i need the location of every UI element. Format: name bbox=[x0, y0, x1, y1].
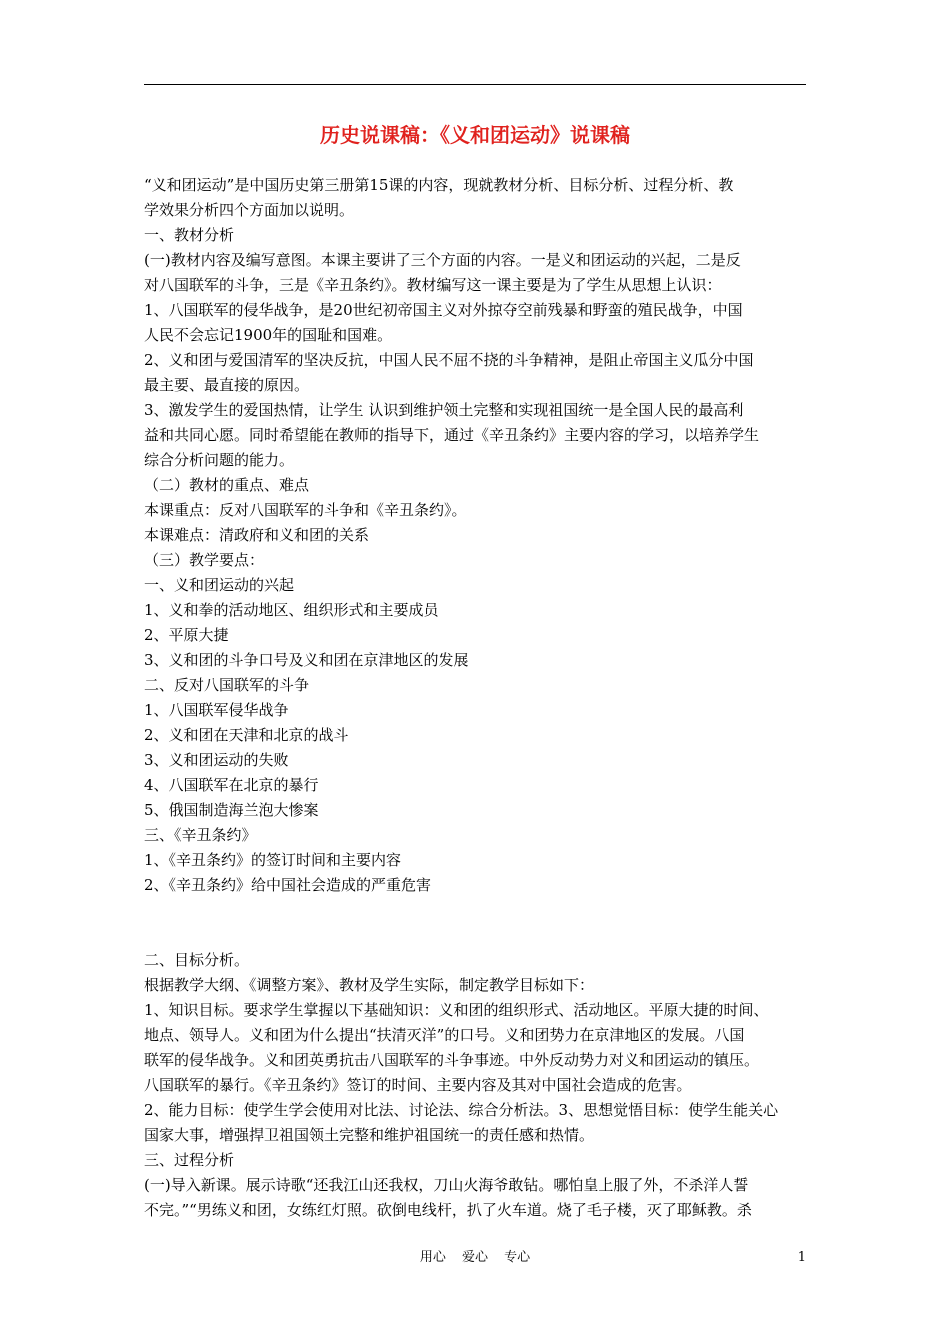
body-line: 根据教学大纲、《调整方案》、教材及学生实际，制定教学目标如下： bbox=[144, 976, 595, 994]
body-line: 对八国联军的斗争，三是《辛丑条约》。教材编写这一课主要是为了学生从思想上认识： bbox=[144, 276, 722, 294]
body-line: 联军的侵华战争。义和团英勇抗击八国联军的斗争事迹。中外反动势力对义和团运动的镇压。 bbox=[144, 1051, 760, 1069]
body-section-1 bbox=[144, 173, 812, 898]
body-line: 2、平原大捷 bbox=[144, 626, 229, 644]
body-section-2 bbox=[144, 948, 812, 1223]
body-line: 1、《辛丑条约》的签订时间和主要内容 bbox=[144, 851, 402, 869]
body-line: 国家大事，增强捍卫祖国领土完整和维护祖国统一的责任感和热情。 bbox=[144, 1126, 595, 1144]
body-line: 2、能力目标：使学生学会使用对比法、讨论法、综合分析法。3、思想觉悟目标：使学生能关心 bbox=[144, 1101, 779, 1119]
body-line: 三、过程分析 bbox=[144, 1151, 235, 1169]
body-line: 二、目标分析。 bbox=[144, 951, 250, 969]
body-line: 学效果分析四个方面加以说明。 bbox=[144, 201, 355, 219]
body-line: 2、《辛丑条约》给中国社会造成的严重危害 bbox=[144, 876, 432, 894]
body-line: 2、义和团在天津和北京的战斗 bbox=[144, 726, 349, 744]
header-rule bbox=[144, 84, 806, 85]
body-line: 最主要、最直接的原因。 bbox=[144, 376, 310, 394]
document-title: 历史说课稿：《义和团运动》说课稿 bbox=[320, 123, 630, 147]
body-line: 综合分析问题的能力。 bbox=[144, 451, 295, 469]
body-line: 3、义和团的斗争口号及义和团在京津地区的发展 bbox=[144, 651, 469, 669]
body-line: (一)教材内容及编写意图。本课主要讲了三个方面的内容。一是义和团运动的兴起，二是反 bbox=[144, 251, 741, 269]
body-line: 一、教材分析 bbox=[144, 226, 235, 244]
body-line: 5、俄国制造海兰泡大惨案 bbox=[144, 801, 319, 819]
body-line: 本课难点：清政府和义和团的关系 bbox=[144, 526, 370, 544]
body-line: 地点、领导人。义和团为什么提出“扶清灭洋”的口号。义和团势力在京津地区的发展。八国 bbox=[144, 1026, 745, 1044]
body-line: 人民不会忘记1900年的国耻和国难。 bbox=[144, 326, 393, 344]
body-line: 1、义和拳的活动地区、组织形式和主要成员 bbox=[144, 601, 439, 619]
body-line: 4、八国联军在北京的暴行 bbox=[144, 776, 319, 794]
body-line: 3、义和团运动的失败 bbox=[144, 751, 289, 769]
body-line: （三）教学要点： bbox=[144, 551, 265, 569]
body-line: 1、八国联军侵华战争 bbox=[144, 701, 289, 719]
body-line: 三、《辛丑条约》 bbox=[144, 826, 257, 844]
body-line: 1、知识目标。要求学生掌握以下基础知识：义和团的组织形式、活动地区。平原大捷的时间、 bbox=[144, 1001, 769, 1019]
footer-motto: 用心 爱心 专心 bbox=[419, 1250, 531, 1265]
page-footer bbox=[144, 1248, 806, 1268]
body-line: 二、反对八国联军的斗争 bbox=[144, 676, 310, 694]
body-line: 不完。”“男练义和团，女练红灯照。砍倒电线杆，扒了火车道。烧了毛子楼，灭了耶稣教。杀 bbox=[144, 1201, 752, 1219]
body-line: “义和团运动”是中国历史第三册第15课的内容，现就教材分析、目标分析、过程分析、教 bbox=[144, 176, 734, 194]
body-line: (一)导入新课。展示诗歌“还我江山还我权，刀山火海爷敢钻。哪怕皇上服了外，不杀洋人誓 bbox=[144, 1176, 749, 1194]
body-line: 八国联军的暴行。《辛丑条约》签订的时间、主要内容及其对中国社会造成的危害。 bbox=[144, 1076, 692, 1094]
document-body bbox=[144, 173, 812, 1223]
body-line: 益和共同心愿。同时希望能在教师的指导下，通过《辛丑条约》主要内容的学习，以培养学生 bbox=[144, 426, 760, 444]
body-line: （二）教材的重点、难点 bbox=[144, 476, 310, 494]
section-gap bbox=[144, 898, 812, 948]
body-line: 3、激发学生的爱国热情，让学生 认识到维护领土完整和实现祖国统一是全国人民的最高利 bbox=[144, 401, 744, 419]
body-line: 本课重点：反对八国联军的斗争和《辛丑条约》。 bbox=[144, 501, 467, 519]
body-line: 2、义和团与爱国清军的坚决反抗，中国人民不屈不挠的斗争精神，是阻止帝国主义瓜分中国 bbox=[144, 351, 754, 369]
body-line: 一、义和团运动的兴起 bbox=[144, 576, 295, 594]
body-line: 1、八国联军的侵华战争，是20世纪初帝国主义对外掠夺空前残暴和野蛮的殖民战争，中国 bbox=[144, 301, 743, 319]
page-number: 1 bbox=[797, 1250, 806, 1265]
